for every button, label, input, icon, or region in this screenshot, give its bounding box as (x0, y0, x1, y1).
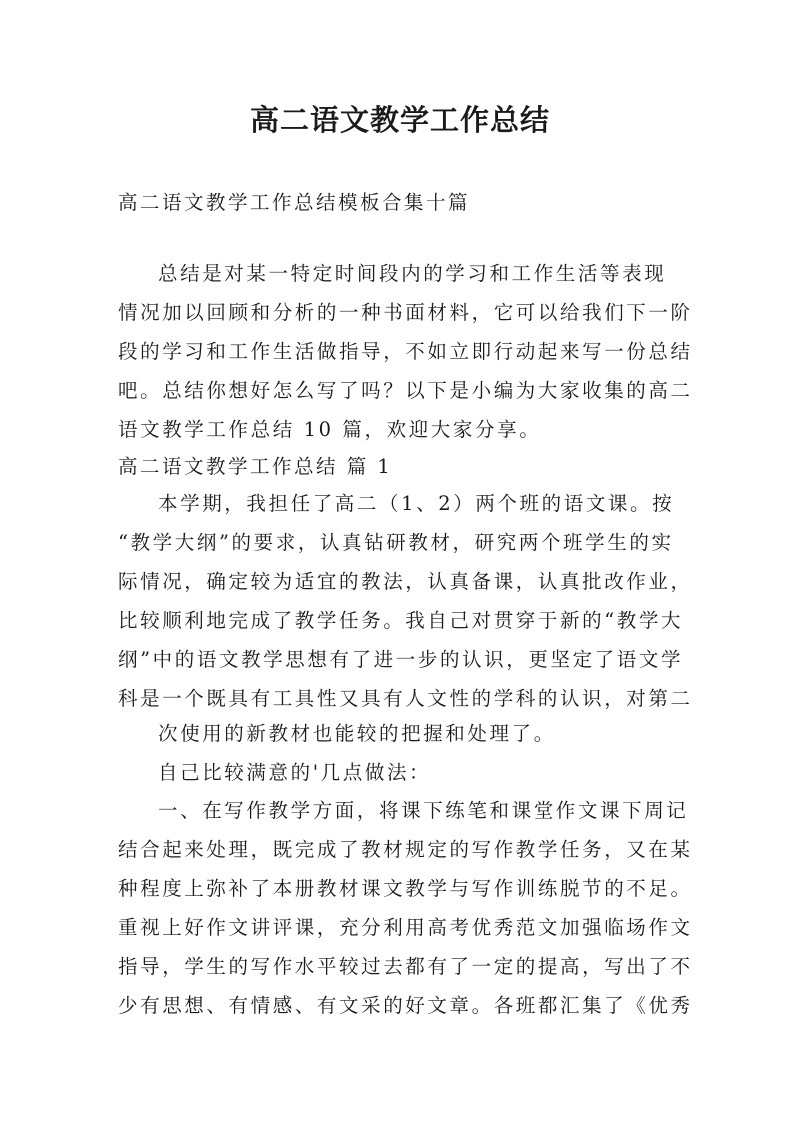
body-line: “教学大纲”的要求，认真钻研教材，研究两个班学生的实 (118, 531, 674, 554)
point-line: 种程度上弥补了本册教材课文教学与写作训练脱节的不足。 (118, 877, 693, 900)
body-line: 本学期，我担任了高二（1、2）两个班的语文课。按 (158, 492, 675, 515)
intro-line: 情况加以回顾和分析的一种书面材料，它可以给我们下一阶 (118, 301, 693, 324)
intro-line: 语文教学工作总结 10 篇，欢迎大家分享。 (118, 418, 542, 441)
point-line: 指导，学生的写作水平较过去都有了一定的提高，写出了不 (118, 955, 693, 978)
body-line: 比较顺利地完成了教学任务。我自己对贯穿于新的“教学大 (118, 609, 684, 632)
intro-line: 吧。总结你想好怎么写了吗？以下是小编为大家收集的高二 (118, 379, 693, 402)
point-line: 结合起来处理，既完成了教材规定的写作教学任务，又在某 (118, 838, 693, 861)
point-line: 重视上好作文讲评课，充分利用高考优秀范文加强临场作文 (118, 916, 693, 939)
body-line: 纲”中的语文教学思想有了进一步的认识，更坚定了语文学 (118, 648, 684, 671)
body-line: 际情况，确定较为适宜的教法，认真备课，认真批改作业， (118, 570, 693, 593)
document-subtitle: 高二语文教学工作总结模板合集十篇 (118, 191, 471, 214)
intro-line: 段的学习和工作生活做指导，不如立即行动起来写一份总结 (118, 340, 693, 363)
intro-line: 总结是对某一特定时间段内的学习和工作生活等表现 (158, 262, 667, 285)
document-title: 高二语文教学工作总结 (249, 103, 550, 137)
point-line: 一、在写作教学方面，将课下练笔和课堂作文课下周记 (158, 799, 689, 822)
methods-intro: 自己比较满意的'几点做法： (158, 761, 432, 784)
body-line: 科是一个既具有工具性又具有人文性的学科的认识，对第二 (118, 687, 693, 710)
point-line: 少有思想、有情感、有文采的好文章。各班都汇集了《优秀 (118, 994, 693, 1017)
body-line: 次使用的新教材也能较的把握和处理了。 (158, 722, 556, 745)
section-heading: 高二语文教学工作总结 篇 1 (118, 455, 393, 478)
